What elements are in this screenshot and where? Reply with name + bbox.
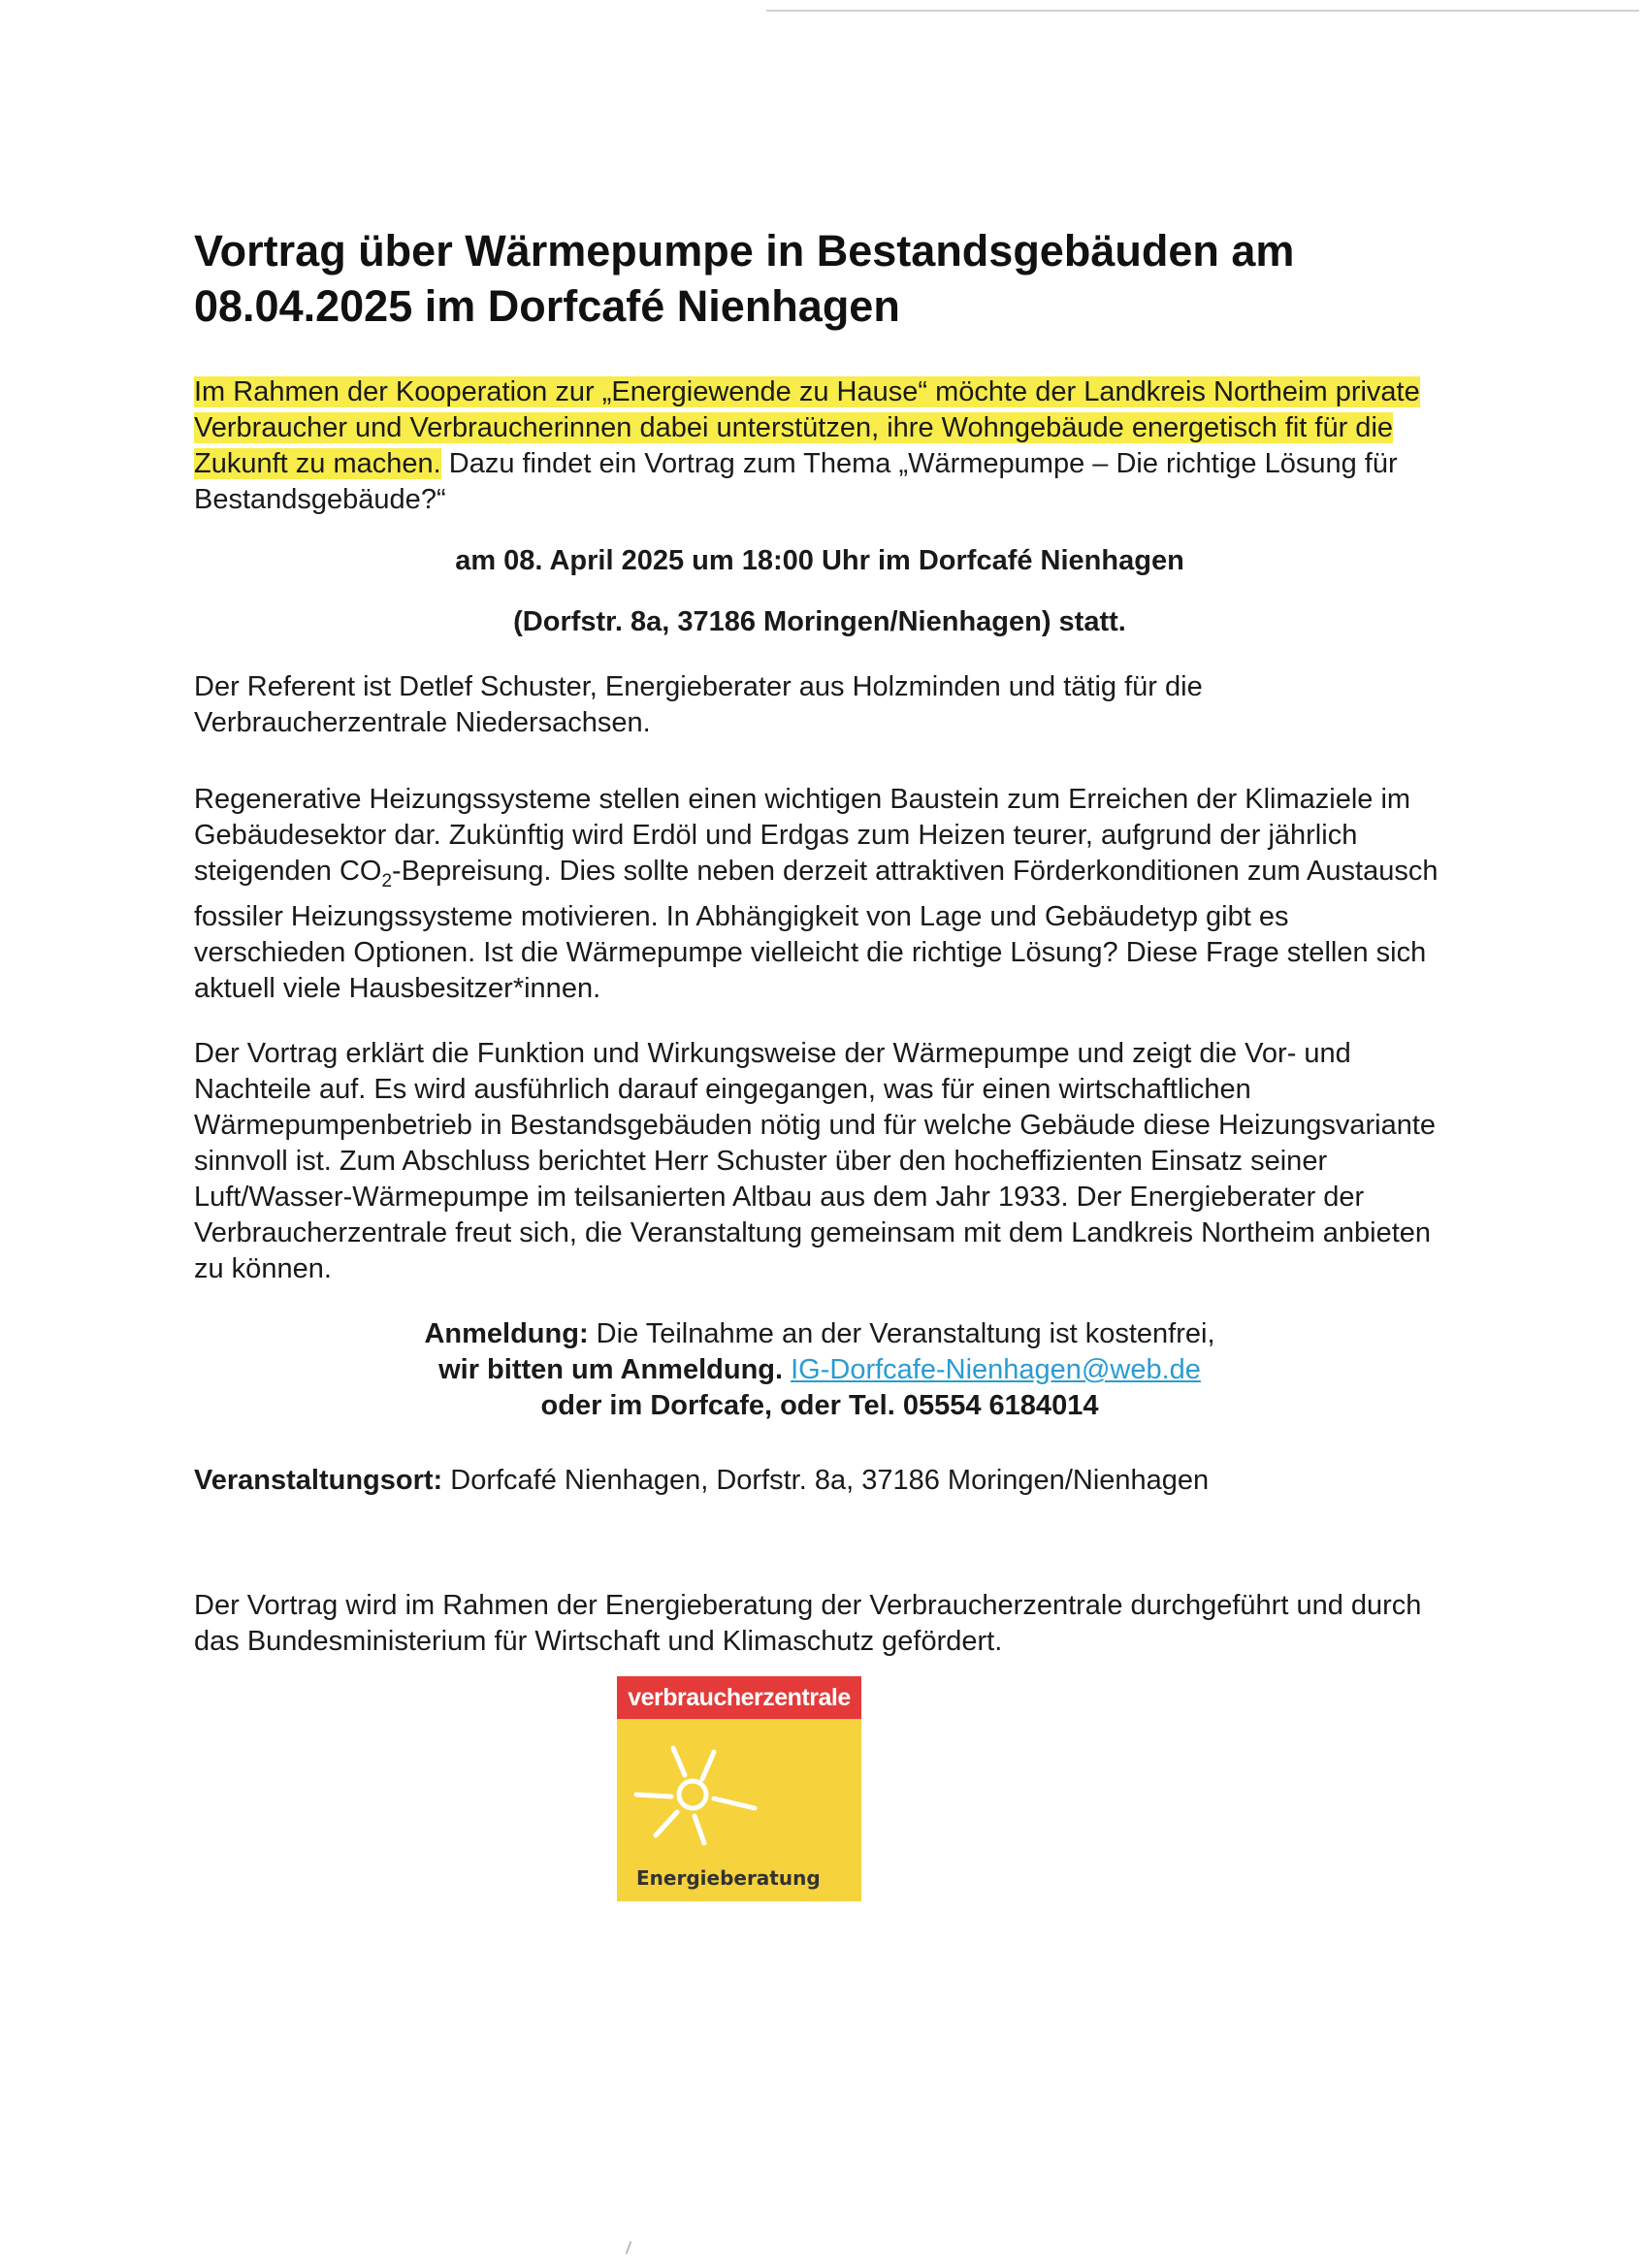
heating-systems-paragraph [194,782,1445,1007]
document-body [194,223,1445,1693]
intro-paragraph [194,374,1445,518]
verbraucherzentrale-logo [617,1676,861,1901]
venue-text: Dorfcafé Nienhagen, Dorfstr. 8a, 37186 Moringen/Nienhagen [442,1464,1210,1496]
venue-line [194,1463,1445,1499]
lecture-paragraph: Der Vortrag erklärt die Funktion und Wirkungsweise der Wärmepumpe und zeigt die Vor- und Nachteile auf. Es wird ausführlich darauf eingegangen, was für einen wirtschaftlichen Wärmepumpenbetrieb in Bestandsgebäuden nötig und für welche Gebäude diese Heizungsvariante sinnvoll ist. Zum Abschluss berichtet Herr Schuster über den hocheffizienten Einsatz seiner Luft/Wasser-Wärmepumpe im teilsanierten Altbau aus dem Jahr 1933. Der Energieberater der Verbraucherzentrale freut sich, die Veranstaltung gemeinsam mit dem Landkreis Northeim anbieten zu können. [194,1037,1437,1284]
registration-text: Die Teilnahme an der Veranstaltung ist kostenfrei, [588,1317,1215,1349]
logo-subtitle: Energieberatung [636,1866,821,1890]
venue-label: Veranstaltungsort: [194,1464,443,1496]
registration-phone: oder im Dorfcafe, oder Tel. 05554 6184014 [540,1389,1099,1421]
registration-request: wir bitten um Anmeldung. [438,1353,784,1385]
event-date-line: am 08. April 2025 um 18:00 Uhr im Dorfcafé Nienhagen [455,545,1184,576]
intro-rest-text: Dazu findet ein Vortrag zum Thema „Wärmepumpe – Die richtige Lösung für Bestandsgebäude?“ [194,448,1398,515]
scan-mark [626,2241,632,2254]
registration-email-link[interactable]: IG-Dorfcafe-Nienhagen@web.de [791,1353,1201,1385]
registration-block [194,1316,1445,1424]
co2-subscript: 2 [381,870,393,891]
logo-brand-bar: verbraucherzentrale [617,1676,861,1719]
intro-highlighted-text: Im Rahmen der Kooperation zur „Energiewende zu Hause“ möchte der Landkreis Northeim private Verbraucher und Verbraucherinnen dabei unterstützen, ihre Wohngebäude energetisch fit für die Zukunft zu machen. [194,376,1420,479]
registration-line-2 [194,1352,1445,1388]
title-line-2: 08.04.2025 im Dorfcafé Nienhagen [194,281,900,331]
referent-paragraph: Der Referent ist Detlef Schuster, Energieberater aus Holzminden und tätig für die Verbraucherzentrale Niedersachsen. [194,671,1203,738]
event-address-line: (Dorfstr. 8a, 37186 Moringen/Nienhagen) statt. [513,606,1126,637]
title-line-1: Vortrag über Wärmepumpe in Bestandsgebäuden am [194,226,1295,275]
registration-line-3 [194,1388,1445,1424]
heating-text-part1: Regenerative Heizungssysteme stellen einen wichtigen Baustein zum Erreichen der Klimaziele im Gebäudesektor dar. Zukünftig wird Erdöl und Erdgas zum Heizen teurer, aufgrund der jährlich steigenden CO [194,784,1411,887]
registration-line-1 [194,1316,1445,1352]
registration-label: Anmeldung: [424,1317,589,1349]
scan-edge-line [766,10,1639,12]
sun-icon [617,1719,861,1855]
footer-paragraph: Der Vortrag wird im Rahmen der Energieberatung der Verbraucherzentrale durchgeführt und durch das Bundesministerium für Wirtschaft und Klimaschutz gefördert. [194,1589,1422,1657]
heating-text-part2: -Bepreisung. Dies sollte neben derzeit attraktiven Förderkonditionen zum Austausch fossiler Heizungssysteme motivieren. In Abhängigkeit von Lage und Gebäudetyp gibt es verschieden Optionen. Ist die Wärmepumpe vielleicht die richtige Lösung? Diese Frage stellen sich aktuell viele Hausbesitzer*innen. [194,856,1439,1004]
document-title [194,223,1445,334]
